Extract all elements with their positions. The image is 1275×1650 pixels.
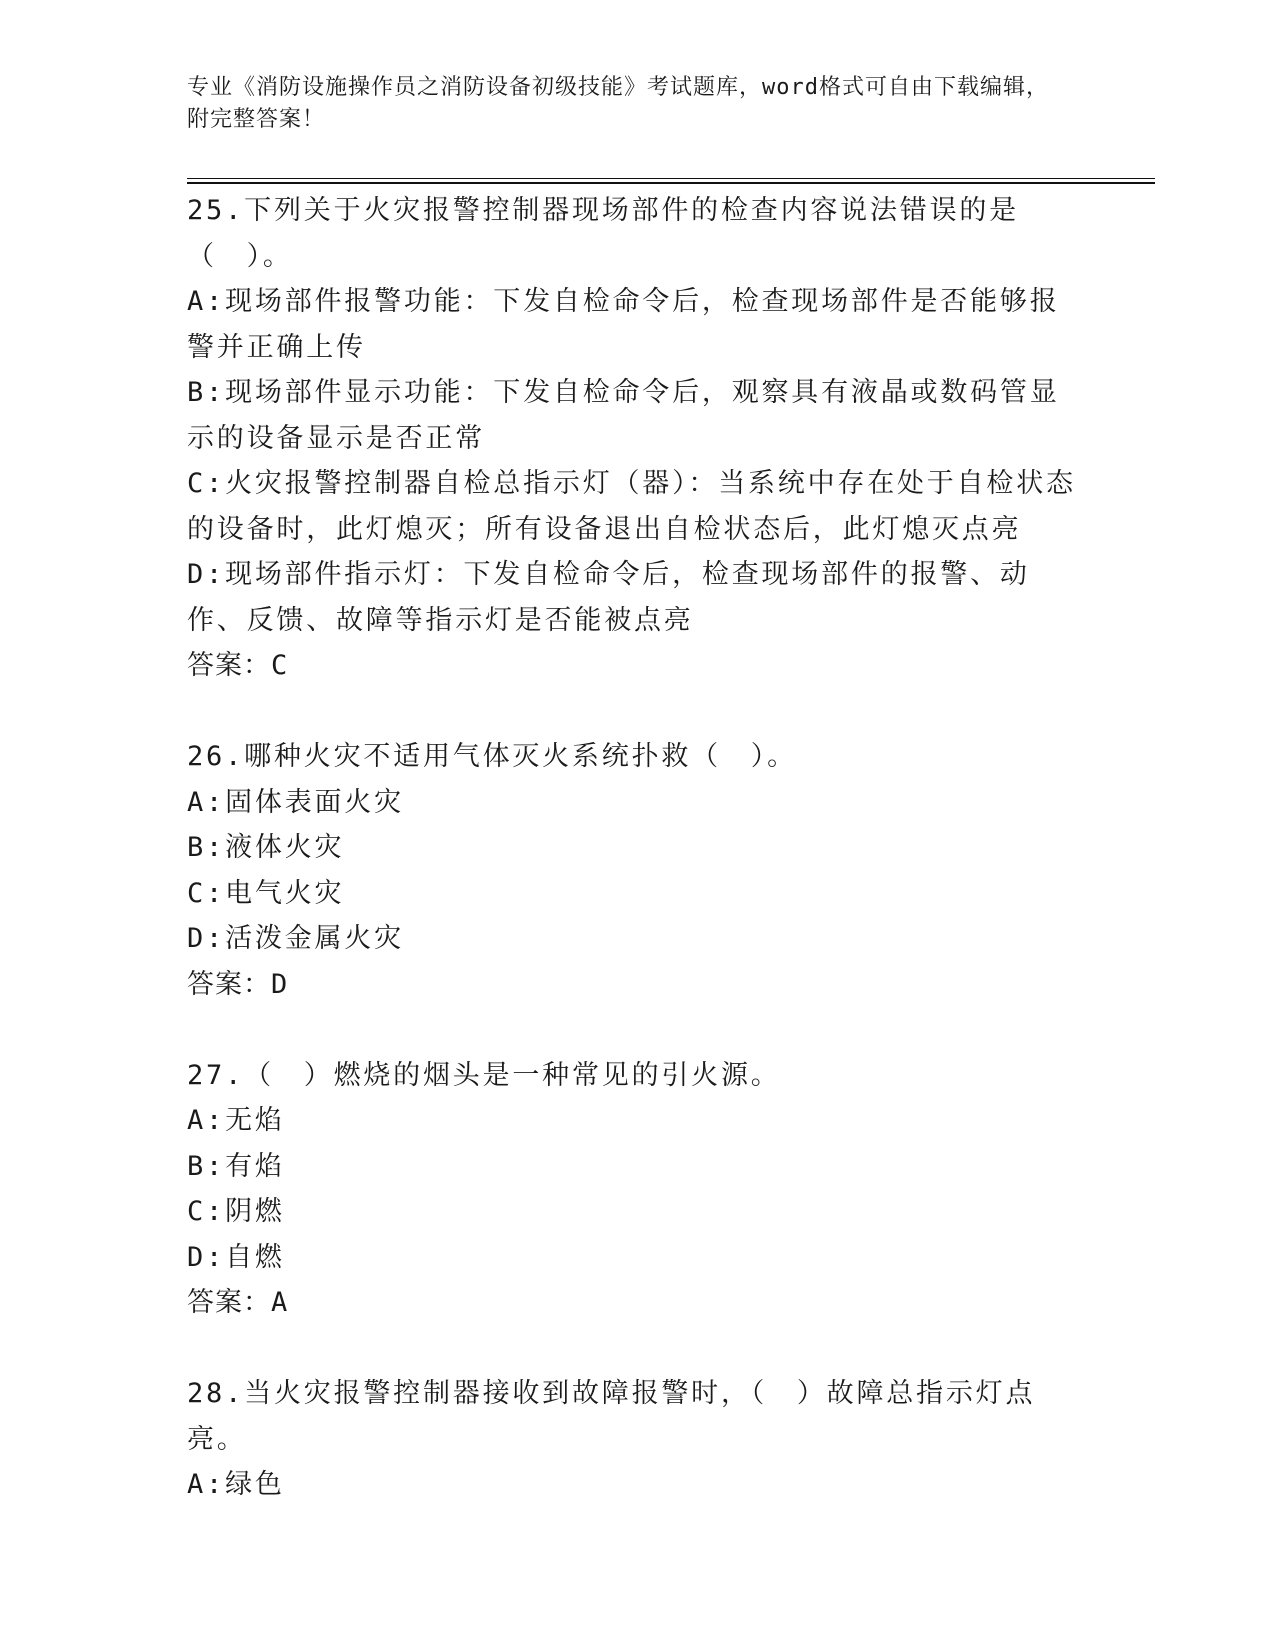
- option-d: D:现场部件指示灯：下发自检命令后，检查现场部件的报警、动作、反馈、故障等指示灯是否能被点亮: [187, 559, 1030, 636]
- option-b: B:液体火灾: [187, 832, 345, 863]
- document-header: 专业《消防设施操作员之消防设备初级技能》考试题库，word格式可自由下载编辑，附完整答案！: [187, 75, 1049, 132]
- question-28: [187, 1371, 1087, 1508]
- option-a: A:无焰: [187, 1105, 285, 1136]
- header-divider-thick: [187, 182, 1155, 184]
- option-c: C:火灾报警控制器自检总指示灯（器）：当系统中存在处于自检状态的设备时，此灯熄灭；所有设备退出自检状态后，此灯熄灭点亮: [187, 468, 1076, 545]
- option-d: D:活泼金属火灾: [187, 923, 404, 954]
- answer: 答案：A: [187, 1287, 289, 1318]
- option-b: B:现场部件显示功能：下发自检命令后，观察具有液晶或数码管显示的设备显示是否正常: [187, 377, 1060, 454]
- option-d: D:自燃: [187, 1241, 285, 1273]
- question-27: [187, 1053, 1087, 1326]
- question-list: [187, 188, 1087, 1508]
- option-a: A:绿色: [187, 1469, 285, 1500]
- header-divider-thin: [187, 178, 1155, 179]
- question-stem: 27.（ ）燃烧的烟头是一种常见的引火源。: [187, 1059, 781, 1091]
- answer: 答案：C: [187, 650, 289, 681]
- question-stem: 26.哪种火灾不适用气体灭火系统扑救（ ）。: [187, 741, 797, 772]
- question-25: [187, 188, 1087, 689]
- option-a: A:固体表面火灾: [187, 786, 404, 818]
- question-stem: 25.下列关于火灾报警控制器现场部件的检查内容说法错误的是（ ）。: [187, 195, 1019, 272]
- question-stem: 28.当火灾报警控制器接收到故障报警时，（ ）故障总指示灯点亮。: [187, 1378, 1036, 1455]
- question-26: [187, 734, 1087, 1007]
- option-a: A:现场部件报警功能：下发自检命令后，检查现场部件是否能够报警并正确上传: [187, 286, 1060, 363]
- option-b: B:有焰: [187, 1150, 285, 1182]
- answer: 答案：D: [187, 968, 289, 1000]
- option-c: C:阴燃: [187, 1196, 285, 1227]
- option-c: C:电气火灾: [187, 877, 345, 909]
